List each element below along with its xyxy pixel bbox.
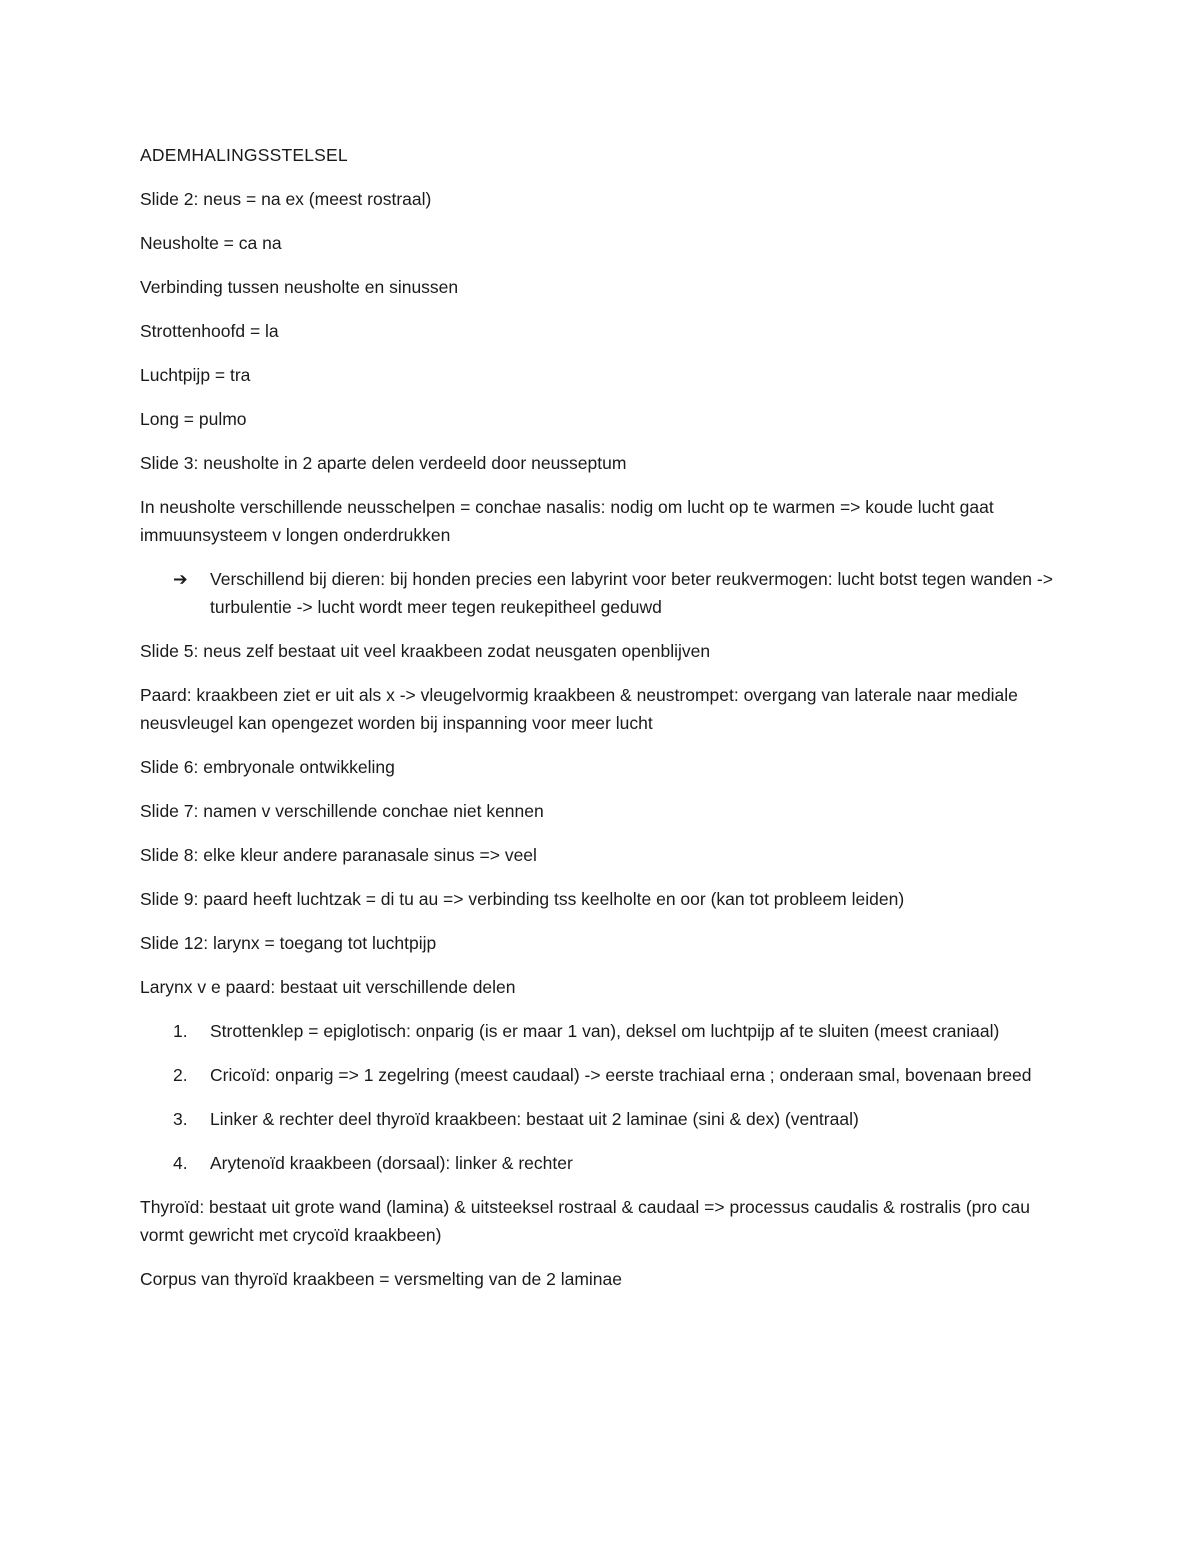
paragraph: Thyroïd: bestaat uit grote wand (lamina) & uitsteeksel rostraal & caudaal => processus caudalis & rostralis (pro cau vormt gewricht met crycoïd kraakbeen) bbox=[140, 1197, 1031, 1245]
list-item-text: Arytenoïd kraakbeen (dorsaal): linker & rechter bbox=[210, 1153, 573, 1173]
paragraph: Corpus van thyroïd kraakbeen = versmelting van de 2 laminae bbox=[140, 1269, 623, 1289]
paragraph: Luchtpijp = tra bbox=[140, 365, 251, 385]
paragraph: Slide 5: neus zelf bestaat uit veel kraakbeen zodat neusgaten openblijven bbox=[140, 641, 711, 661]
paragraph: Slide 7: namen v verschillende conchae niet kennen bbox=[140, 801, 544, 821]
document-page bbox=[140, 141, 1070, 1309]
arrow-bullet-item bbox=[140, 565, 1070, 621]
list-item bbox=[140, 1105, 1070, 1133]
numbered-list bbox=[140, 1017, 1070, 1177]
paragraph: Slide 3: neusholte in 2 aparte delen verdeeld door neusseptum bbox=[140, 453, 627, 473]
paragraph: Strottenhoofd = la bbox=[140, 321, 279, 341]
paragraph: Neusholte = ca na bbox=[140, 233, 282, 253]
document-title: ADEMHALINGSSTELSEL bbox=[140, 145, 348, 165]
paragraph: Slide 9: paard heeft luchtzak = di tu au => verbinding tss keelholte en oor (kan tot probleem leiden) bbox=[140, 889, 905, 909]
list-item bbox=[140, 1061, 1070, 1089]
paragraph: Slide 6: embryonale ontwikkeling bbox=[140, 757, 395, 777]
paragraph: Long = pulmo bbox=[140, 409, 247, 429]
list-item-number: 3. bbox=[173, 1109, 188, 1129]
paragraph: Verbinding tussen neusholte en sinussen bbox=[140, 277, 459, 297]
paragraph: Slide 8: elke kleur andere paranasale sinus => veel bbox=[140, 845, 537, 865]
list-item-number: 4. bbox=[173, 1153, 188, 1173]
list-item-number: 2. bbox=[173, 1065, 188, 1085]
list-item-text: Strottenklep = epiglotisch: onparig (is er maar 1 van), deksel om luchtpijp af te sluiten (meest craniaal) bbox=[210, 1021, 1000, 1041]
arrow-bullet-icon: ➔ bbox=[173, 569, 188, 589]
paragraph: Slide 12: larynx = toegang tot luchtpijp bbox=[140, 933, 437, 953]
paragraph: Larynx v e paard: bestaat uit verschillende delen bbox=[140, 977, 516, 997]
paragraph: Slide 2: neus = na ex (meest rostraal) bbox=[140, 189, 432, 209]
list-item-text: Cricoïd: onparig => 1 zegelring (meest caudaal) -> eerste trachiaal erna ; onderaan smal, bovenaan breed bbox=[210, 1065, 1032, 1085]
arrow-bullet-text: Verschillend bij dieren: bij honden precies een labyrint voor beter reukvermogen: lucht botst tegen wanden -> turbulentie -> lucht wordt meer tegen reukepitheel geduwd bbox=[210, 569, 1053, 617]
list-item-number: 1. bbox=[173, 1021, 188, 1041]
paragraph: Paard: kraakbeen ziet er uit als x -> vleugelvormig kraakbeen & neustrompet: overgang van laterale naar mediale neusvleugel kan opengezet worden bij inspanning voor meer lucht bbox=[140, 685, 1018, 733]
list-item bbox=[140, 1017, 1070, 1045]
list-item bbox=[140, 1149, 1070, 1177]
paragraph: In neusholte verschillende neusschelpen = conchae nasalis: nodig om lucht op te warmen => koude lucht gaat immuunsysteem v longen onderdrukken bbox=[140, 497, 994, 545]
list-item-text: Linker & rechter deel thyroïd kraakbeen: bestaat uit 2 laminae (sini & dex) (ventraal) bbox=[210, 1109, 859, 1129]
